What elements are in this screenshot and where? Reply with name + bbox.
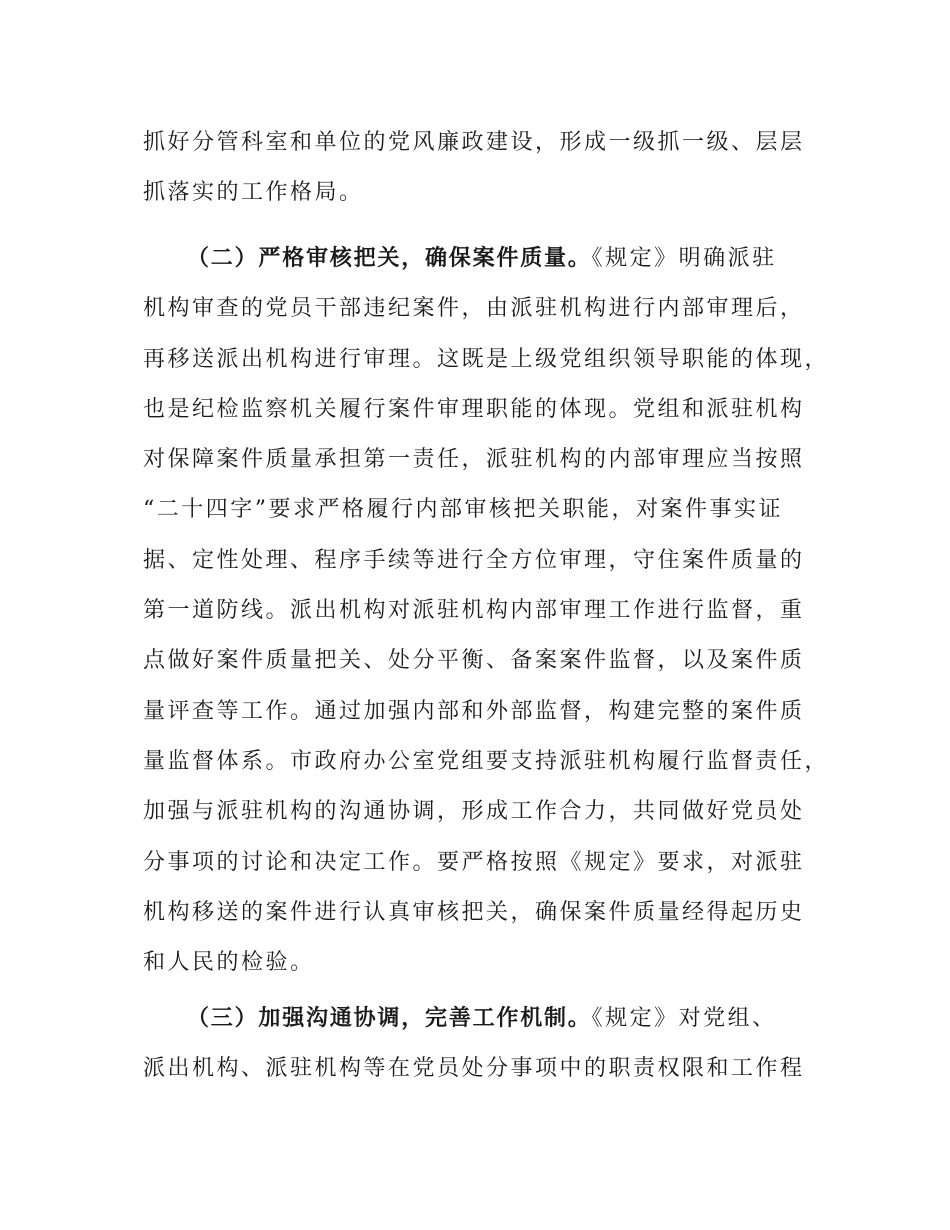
paragraph-line-rest: 《规定》明确派驻 xyxy=(591,246,777,271)
section-heading: （二）严格审核把关，确保案件质量。 xyxy=(187,246,592,271)
paragraph-line-rest: 《规定》对党组、 xyxy=(591,1006,777,1031)
paragraph-line: 据、定性处理、程序手续等进行全方位审理，守住案件质量的 xyxy=(143,547,805,573)
section-heading: （三）加强沟通协调，完善工作机制。 xyxy=(187,1006,592,1031)
paragraph-first-line xyxy=(143,994,808,1044)
paragraph-line: 机构审查的党员干部违纪案件，由派驻机构进行内部审理后， xyxy=(143,296,805,322)
paragraph-line: 和人民的检验。 xyxy=(143,950,315,976)
paragraph-line: 点做好案件质量把关、处分平衡、备案案件监督，以及案件质 xyxy=(143,648,805,674)
paragraph-line: 对保障案件质量承担第一责任，派驻机构的内部审理应当按照 xyxy=(143,447,805,473)
paragraph-line: “二十四字”要求严格履行内部审核把关职能，对案件事实证 xyxy=(143,497,783,523)
paragraph-1 xyxy=(143,118,808,219)
paragraph-line: 抓好分管科室和单位的党风廉政建设，形成一级抓一级、层层 xyxy=(143,130,805,155)
paragraph-line: 第一道防线。派出机构对派驻机构内部审理工作进行监督，重 xyxy=(143,598,805,624)
paragraph-line: 再移送派出机构进行审理。这既是上级党组织领导职能的体现， xyxy=(143,346,830,372)
paragraph-line: 分事项的讨论和决定工作。要严格按照《规定》要求，对派驻 xyxy=(143,849,805,875)
paragraph-line: 也是纪检监察机关履行案件审理职能的体现。党组和派驻机构 xyxy=(143,396,805,422)
paragraph-3 xyxy=(143,994,808,1095)
paragraph-line: 派出机构、派驻机构等在党员处分事项中的职责权限和工作程 xyxy=(143,1056,805,1082)
paragraph-first-line xyxy=(143,234,808,284)
paragraph-line: 加强与派驻机构的沟通协调，形成工作合力，共同做好党员处 xyxy=(143,799,805,825)
paragraph-line: 量评查等工作。通过加强内部和外部监督，构建完整的案件质 xyxy=(143,698,805,724)
paragraph-2 xyxy=(143,234,830,988)
paragraph-line: 机构移送的案件进行认真审核把关，确保案件质量经得起历史 xyxy=(143,899,805,925)
paragraph-line: 抓落实的工作格局。 xyxy=(143,180,364,206)
paragraph-line: 量监督体系。市政府办公室党组要支持派驻机构履行监督责任， xyxy=(143,748,830,774)
